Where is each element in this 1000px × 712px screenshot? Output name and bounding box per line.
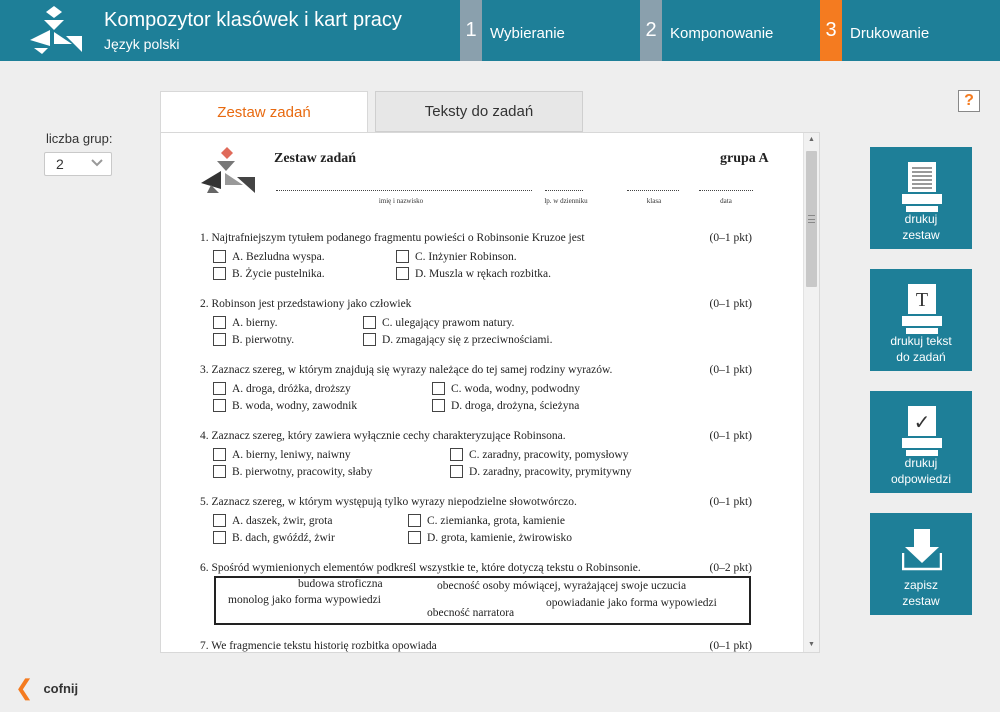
answer-checkbox[interactable] (396, 250, 409, 263)
print-texts-button[interactable] (870, 269, 972, 371)
answer-option[interactable] (396, 250, 517, 263)
worksheet-title: Zestaw zadań (274, 151, 357, 166)
save-set-label: zapisz zestaw (902, 578, 940, 608)
answer-option[interactable] (396, 267, 551, 280)
answer-checkbox[interactable] (432, 399, 445, 412)
document-preview[interactable] (160, 132, 820, 653)
svg-text:T: T (915, 289, 929, 311)
chevron-left-icon: ❮ (15, 675, 34, 700)
step-label: Komponowanie (670, 25, 774, 42)
groups-count-value: 2 (56, 156, 64, 172)
answer-label: C. woda, wodny, podwodny (451, 382, 580, 395)
grip-icon (808, 215, 815, 223)
answer-label: B. pierwotny. (232, 333, 295, 346)
print-set-label: drukuj zestaw (902, 212, 940, 242)
caption-name: imię i nazwisko (378, 197, 424, 205)
question-points: (0–1 pkt) (709, 496, 752, 508)
groups-count-label: liczba grup: (46, 131, 113, 146)
answer-label: A. daszek, żwir, grota (232, 514, 333, 527)
word-item[interactable]: monolog jako forma wypowiedzi (228, 594, 381, 606)
answer-label: D. droga, drożyna, ścieżyna (451, 399, 580, 412)
answer-checkbox[interactable] (213, 531, 226, 544)
question-points: (0–1 pkt) (709, 640, 752, 652)
answer-checkbox[interactable] (396, 267, 409, 280)
step-komponowanie[interactable] (640, 0, 820, 61)
worksheet-group: grupa A (720, 151, 769, 166)
answer-checkbox[interactable] (213, 382, 226, 395)
svg-text:✓: ✓ (913, 410, 931, 434)
answer-label: A. bierny. (232, 316, 278, 329)
question-number: 3. (200, 364, 209, 376)
answer-label: D. zmagający się z przeciwnościami. (382, 333, 553, 346)
answer-label: A. bierny, leniwy, naiwny (232, 448, 351, 461)
answer-label: A. Bezludna wyspa. (232, 250, 325, 263)
word-item[interactable]: budowa stroficzna (298, 578, 383, 590)
question-number: 7. (200, 640, 209, 652)
step-label: Wybieranie (490, 25, 565, 42)
answer-checkbox[interactable] (213, 448, 226, 461)
answer-option[interactable] (408, 531, 572, 544)
answer-checkbox[interactable] (363, 316, 376, 329)
answer-option[interactable] (432, 382, 580, 395)
answer-checkbox[interactable] (450, 448, 463, 461)
question-number: 5. (200, 496, 209, 508)
question-text: Robinson jest przedstawiony jako człowiek (211, 298, 412, 310)
answer-checkbox[interactable] (432, 382, 445, 395)
question-text: Spośród wymienionych elementów podkreśl wszystkie te, które dotyczą tekstu o Robinsonie. (211, 562, 641, 574)
answer-option[interactable] (213, 333, 294, 346)
printer-icon (902, 161, 942, 213)
scrollbar-thumb[interactable] (806, 151, 817, 287)
print-answers-button[interactable] (870, 391, 972, 493)
scroll-down-icon[interactable]: ▼ (808, 641, 815, 648)
answer-label: B. dach, gwóźdź, żwir (232, 531, 335, 544)
tab-zestaw-zadan[interactable]: Zestaw zadań (160, 91, 368, 133)
date-field (699, 183, 753, 191)
step-number: 1 (460, 0, 482, 61)
answer-label: B. pierwotny, pracowity, słaby (232, 465, 373, 478)
answer-checkbox[interactable] (363, 333, 376, 346)
word-item[interactable]: obecność narratora (427, 607, 515, 619)
answer-label: D. zaradny, pracowity, prymitywny (469, 465, 632, 478)
answer-label: D. Muszla w rękach rozbitka. (415, 267, 552, 280)
printer-check-icon (902, 405, 942, 457)
word-item[interactable]: obecność osoby mówiącej, wyrażającej swoje uczucia (437, 580, 687, 592)
answer-option[interactable] (363, 333, 553, 346)
caption-class: klasa (646, 197, 662, 205)
answer-option[interactable] (213, 448, 351, 461)
caption-date: data (720, 197, 732, 205)
answer-option[interactable] (213, 465, 372, 478)
name-field (276, 183, 532, 191)
answer-option[interactable] (213, 514, 332, 527)
answer-checkbox[interactable] (450, 465, 463, 478)
answer-option[interactable] (213, 531, 335, 544)
answer-option[interactable] (363, 316, 514, 329)
question-points: (0–1 pkt) (709, 298, 752, 310)
answer-checkbox[interactable] (213, 333, 226, 346)
question-number: 6. (200, 562, 209, 574)
question-text: Zaznacz szereg, który zawiera wyłącznie cechy charakteryzujące Robinsona. (211, 430, 566, 442)
answer-checkbox[interactable] (213, 399, 226, 412)
caption-register: lp. w dzienniku (544, 197, 588, 205)
class-field (627, 183, 679, 191)
answer-option[interactable] (432, 399, 579, 412)
question-text: We fragmencie tekstu historię rozbitka opowiada (211, 640, 437, 652)
answer-option[interactable] (213, 267, 325, 280)
answer-checkbox[interactable] (408, 531, 421, 544)
answer-checkbox[interactable] (213, 250, 226, 263)
save-set-button[interactable] (870, 513, 972, 615)
question-points: (0–1 pkt) (709, 430, 752, 442)
step-label: Drukowanie (850, 25, 930, 42)
app-subtitle: Język polski (104, 36, 180, 52)
app-title: Kompozytor klasówek i kart pracy (104, 9, 402, 31)
answer-option[interactable] (213, 382, 351, 395)
answer-label: C. ziemianka, grota, kamienie (427, 514, 565, 527)
groups-count-select[interactable] (44, 152, 112, 176)
answer-option[interactable] (408, 514, 565, 527)
question-number: 4. (200, 430, 209, 442)
answer-option[interactable] (213, 399, 357, 412)
help-button[interactable]: ? (958, 90, 980, 112)
step-wybieranie[interactable] (460, 0, 640, 61)
answer-label: C. ulegający prawom natury. (382, 316, 515, 329)
printer-text-icon (902, 283, 942, 335)
answer-option[interactable] (450, 465, 632, 478)
question-points: (0–1 pkt) (709, 364, 752, 376)
print-answers-label: drukuj odpowiedzi (890, 456, 952, 486)
step-number: 3 (820, 0, 842, 61)
back-label: cofnij (43, 680, 79, 696)
chevron-down-icon (91, 157, 103, 169)
step-drukowanie[interactable] (820, 0, 1000, 61)
question-points: (0–1 pkt) (709, 232, 752, 244)
answer-checkbox[interactable] (213, 267, 226, 280)
scroll-up-icon[interactable]: ▲ (808, 136, 815, 143)
answer-checkbox[interactable] (213, 465, 226, 478)
vertical-scrollbar[interactable] (803, 133, 819, 652)
question-text: Zaznacz szereg, w którym znajdują się wyrazy należące do tej samej rodziny wyrazów. (211, 364, 613, 376)
print-texts-label: drukuj tekst do zadań (890, 334, 952, 364)
answer-label: B. Życie pustelnika. (232, 267, 325, 280)
answer-checkbox[interactable] (213, 514, 226, 527)
question-points: (0–2 pkt) (709, 562, 752, 574)
answer-checkbox[interactable] (408, 514, 421, 527)
word-item[interactable]: opowiadanie jako forma wypowiedzi (546, 597, 717, 609)
answer-label: A. droga, dróżka, droższy (232, 382, 351, 395)
answer-option[interactable] (213, 316, 278, 329)
question-text: Najtrafniejszym tytułem podanego fragmentu powieści o Robinsonie Kruzoe jest (211, 232, 585, 244)
print-set-button[interactable] (870, 147, 972, 249)
answer-label: C. zaradny, pracowity, pomysłowy (469, 448, 629, 461)
word-box (214, 576, 751, 625)
question-number: 2. (200, 298, 209, 310)
worksheet-logo-icon (197, 147, 257, 197)
back-button[interactable] (15, 675, 79, 700)
step-number: 2 (640, 0, 662, 61)
answer-option[interactable] (213, 250, 325, 263)
register-number-field (545, 183, 583, 191)
tab-teksty-do-zadan[interactable]: Teksty do zadań (375, 91, 583, 132)
answer-option[interactable] (450, 448, 628, 461)
answer-label: B. woda, wodny, zawodnik (232, 399, 358, 412)
answer-label: C. Inżynier Robinson. (415, 250, 517, 263)
app-header (0, 0, 1000, 61)
question-text: Zaznacz szereg, w którym występują tylko wyrazy niepodzielne słowotwórczo. (211, 496, 577, 508)
app-logo-icon (28, 6, 84, 56)
question-number: 1. (200, 232, 209, 244)
save-download-icon (902, 527, 942, 571)
answer-checkbox[interactable] (213, 316, 226, 329)
answer-label: D. grota, kamienie, żwirowisko (427, 531, 572, 544)
